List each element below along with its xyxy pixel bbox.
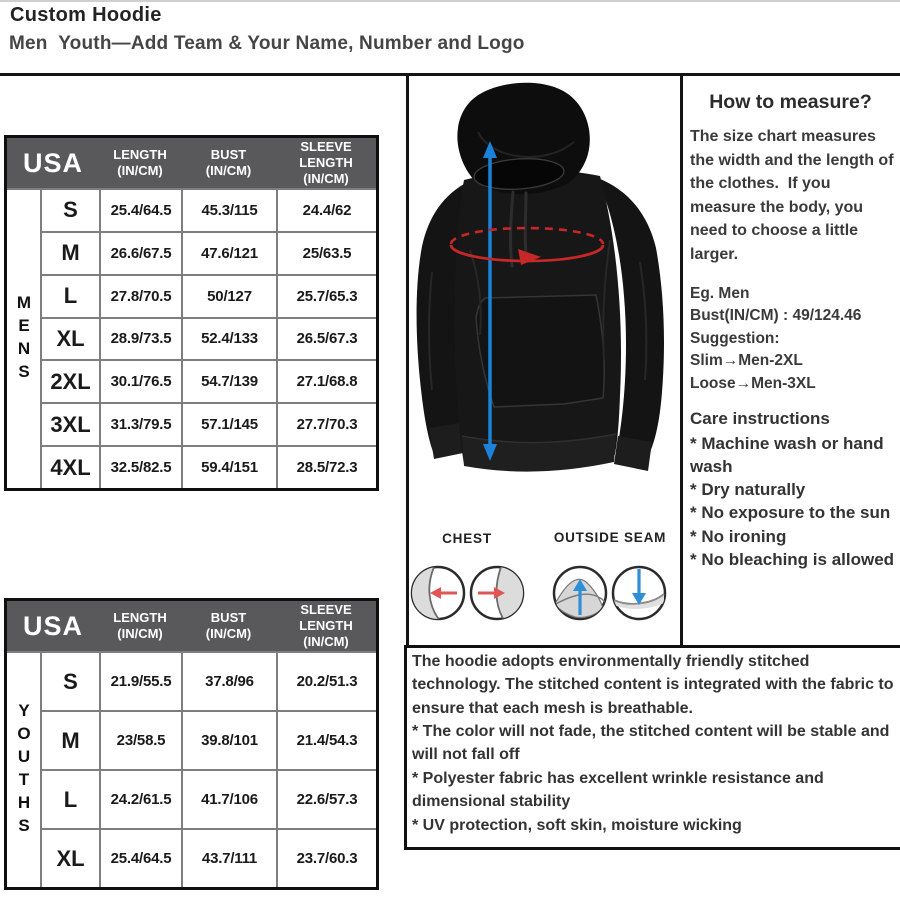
usa-header: USA xyxy=(7,138,99,188)
care-instructions xyxy=(690,407,900,571)
sleeve-header-line2: (IN/CM) xyxy=(303,171,349,187)
cell-sleeve: 26.5/67.3 xyxy=(276,317,376,360)
length-column-header xyxy=(99,601,181,651)
length-header-line1: LENGTH xyxy=(113,609,167,625)
description-line: * The color will not fade, the stitched content will be stable and will not fall off xyxy=(412,723,890,764)
mens-size-table xyxy=(4,135,379,491)
cell-size: M xyxy=(40,710,99,769)
length-column-header xyxy=(99,138,181,188)
image-top-edge xyxy=(0,0,900,2)
cell-bust: 37.8/96 xyxy=(181,651,276,710)
bust-column-header xyxy=(181,138,276,188)
length-header-line2: (IN/CM) xyxy=(117,163,163,178)
cell-size: L xyxy=(40,769,99,828)
cell-sleeve: 28.5/72.3 xyxy=(276,445,376,488)
care-item: * No bleaching is allowed xyxy=(690,549,895,569)
example-line: Bust(IN/CM) : 49/124.46 xyxy=(690,307,862,325)
cell-length: 24.2/61.5 xyxy=(99,769,181,828)
cell-sleeve: 21.4/54.3 xyxy=(276,710,376,769)
cell-size: XL xyxy=(40,317,99,360)
care-item: * Dry naturally xyxy=(690,480,806,500)
cell-length: 26.6/67.5 xyxy=(99,231,181,274)
care-item: * No ironing xyxy=(690,526,787,546)
sleeve-column-header xyxy=(276,138,376,188)
cell-bust: 47.6/121 xyxy=(181,231,276,274)
hoodie-illustration xyxy=(417,83,664,472)
bust-column-header xyxy=(181,601,276,651)
cell-bust: 45.3/115 xyxy=(181,188,276,231)
cell-sleeve: 25/63.5 xyxy=(276,231,376,274)
example-line: Slim→Men-2XL xyxy=(690,352,803,370)
care-item: * No exposure to the sun xyxy=(690,503,891,523)
description-line: * UV protection, soft skin, moisture wicking xyxy=(412,816,742,834)
sleeve-header-line1: SLEEVE LENGTH xyxy=(299,138,353,170)
usa-header: USA xyxy=(7,601,99,651)
cell-bust: 54.7/139 xyxy=(181,359,276,402)
mens-group-label: MENS xyxy=(7,188,40,488)
cell-bust: 41.7/106 xyxy=(181,769,276,828)
care-item: * Machine wash or hand wash xyxy=(690,434,884,477)
cell-size: XL xyxy=(40,828,99,887)
cell-size: 2XL xyxy=(40,359,99,402)
hoodie-panel-right-divider xyxy=(680,75,683,645)
cell-sleeve: 24.4/62 xyxy=(276,188,376,231)
chest-width-left-icon xyxy=(408,567,464,621)
cell-bust: 43.7/111 xyxy=(181,828,276,887)
sleeve-header-line2: (IN/CM) xyxy=(303,634,349,650)
youths-size-table xyxy=(4,598,379,890)
example-line: Loose→Men-3XL xyxy=(690,374,816,392)
example-line: Suggestion: xyxy=(690,329,780,347)
outside-seam-up-icon xyxy=(554,567,606,619)
cell-length: 31.3/79.5 xyxy=(99,402,181,445)
cell-bust: 50/127 xyxy=(181,274,276,317)
cell-length: 25.4/64.5 xyxy=(99,188,181,231)
cell-length: 21.9/55.5 xyxy=(99,651,181,710)
cell-length: 32.5/82.5 xyxy=(99,445,181,488)
length-header-line2: (IN/CM) xyxy=(117,626,163,641)
bust-header-line1: BUST xyxy=(210,146,247,162)
cell-size: S xyxy=(40,188,99,231)
cell-sleeve: 25.7/65.3 xyxy=(276,274,376,317)
outside-seam-icons-label: OUTSIDE SEAM xyxy=(553,530,667,545)
cell-size: 4XL xyxy=(40,445,99,488)
description-line: * Polyester fabric has excellent wrinkle resistance and dimensional stability xyxy=(412,769,824,811)
cell-size: S xyxy=(40,651,99,710)
cell-sleeve: 27.7/70.3 xyxy=(276,402,376,445)
sleeve-header-line1: SLEEVE LENGTH xyxy=(299,601,353,633)
cell-size: L xyxy=(40,274,99,317)
youths-group-label: YOUTHS xyxy=(7,651,40,887)
cell-size: M xyxy=(40,231,99,274)
how-to-measure-heading: How to measure? xyxy=(709,91,872,113)
length-header-line1: LENGTH xyxy=(113,146,167,162)
cell-bust: 52.4/133 xyxy=(181,317,276,360)
sleeve-column-header xyxy=(276,601,376,651)
example-line: Eg. Men xyxy=(690,285,750,302)
cell-length: 27.8/70.5 xyxy=(99,274,181,317)
outside-seam-down-icon xyxy=(613,567,665,619)
cell-bust: 59.4/151 xyxy=(181,445,276,488)
cell-length: 25.4/64.5 xyxy=(99,828,181,887)
chest-width-right-icon xyxy=(471,567,529,620)
cell-sleeve: 27.1/68.8 xyxy=(276,359,376,402)
cell-size: 3XL xyxy=(40,402,99,445)
measure-example xyxy=(690,283,900,395)
care-heading: Care instructions xyxy=(690,409,830,428)
product-title: Custom Hoodie xyxy=(10,4,162,26)
description-line: The hoodie adopts environmentally friendly stitched technology. The stitched content is integrated with the fabric to ensure that each mesh is breathable. xyxy=(412,653,894,717)
cell-sleeve: 23.7/60.3 xyxy=(276,828,376,887)
cell-sleeve: 20.2/51.3 xyxy=(276,651,376,710)
cell-length: 30.1/76.5 xyxy=(99,359,181,402)
hoodie-product-image xyxy=(408,75,680,632)
cell-bust: 39.8/101 xyxy=(181,710,276,769)
how-to-measure-body: The size chart measures the width and the length of the clothes. If you measure the body, you need to choose a little larger. xyxy=(690,128,898,263)
bust-header-line2: (IN/CM) xyxy=(205,626,252,641)
bust-header-line1: BUST xyxy=(210,609,247,625)
product-subtitle: Men Youth—Add Team & Your Name, Number and Logo xyxy=(9,33,525,54)
cell-bust: 57.1/145 xyxy=(181,402,276,445)
product-description xyxy=(412,650,898,837)
cell-length: 28.9/73.5 xyxy=(99,317,181,360)
chest-icons-label: CHEST xyxy=(442,531,492,546)
cell-sleeve: 22.6/57.3 xyxy=(276,769,376,828)
cell-length: 23/58.5 xyxy=(99,710,181,769)
bust-header-line2: (IN/CM) xyxy=(205,163,252,178)
